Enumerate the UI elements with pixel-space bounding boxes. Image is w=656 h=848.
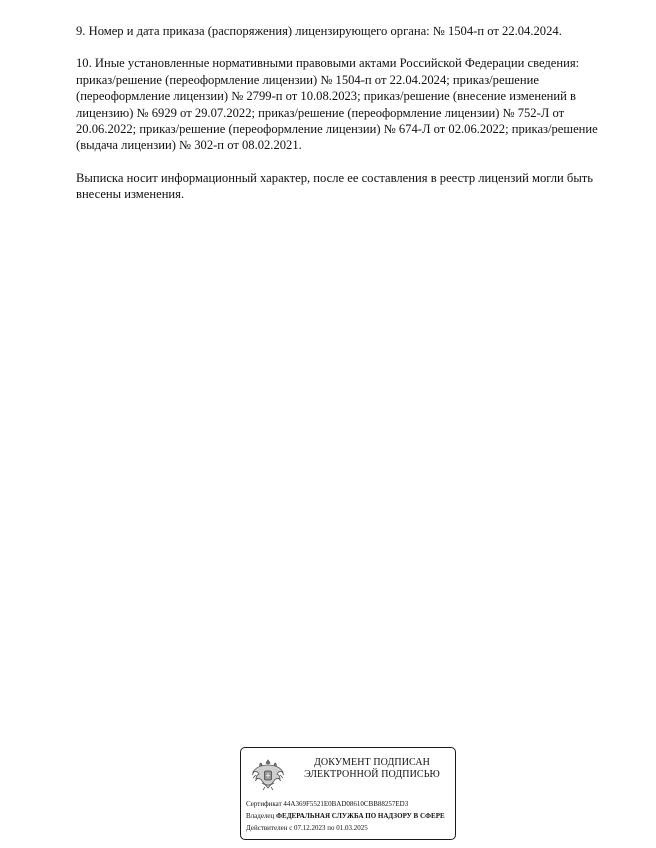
stamp-details <box>246 798 456 834</box>
certificate-row <box>246 798 456 810</box>
notice-line: Выписка носит информационный характер, после ее составления в реестр лицензий могли быть <box>76 170 594 185</box>
owner-row <box>246 810 456 822</box>
validity-text: Действителен с 07.12.2023 по 01.03.2025 <box>246 824 368 832</box>
coat-of-arms-icon <box>248 754 288 794</box>
owner-label: Владелец <box>246 812 275 820</box>
item-10-line: приказ/решение (переоформление лицензии) № 1504-п от 22.04.2024; приказ/решение <box>76 72 539 87</box>
document-body <box>76 23 636 219</box>
owner-value: ФЕДЕРАЛЬНАЯ СЛУЖБА ПО НАДЗОРУ В СФЕРЕ <box>276 812 445 820</box>
item-10-line: 20.06.2022; приказ/решение (переоформление лицензии) № 674-Л от 02.06.2022; приказ/решение <box>76 122 598 137</box>
notice-paragraph <box>76 170 636 203</box>
stamp-title-line: ЭЛЕКТРОННОЙ ПОДПИСЬЮ <box>304 769 440 780</box>
notice-line: внесены изменения. <box>76 187 185 202</box>
item-9-line: 9. Номер и дата приказа (распоряжения) лицензирующего органа: № 1504-п от 22.04.2024. <box>76 24 562 38</box>
item-10-line: лицензию) № 6929 от 29.07.2022; приказ/решение (переоформление лицензии) № 752-Л от <box>76 105 565 120</box>
item-10-line: (переоформление лицензии) № 2799-п от 10.08.2023; приказ/решение (внесение изменений в <box>76 89 576 104</box>
stamp-title-line: ДОКУМЕНТ ПОДПИСАН <box>314 757 430 768</box>
certificate-label: Сертификат <box>246 800 282 808</box>
stamp-title <box>297 757 447 781</box>
item-10-paragraph <box>76 55 636 153</box>
item-10-line: (выдача лицензии) № 302-п от 08.02.2021. <box>76 138 302 153</box>
certificate-value: 44A369F5521E0BAD08610CBB88257ED3 <box>283 800 409 808</box>
item-9-paragraph <box>76 23 636 39</box>
electronic-signature-stamp <box>240 747 456 840</box>
validity-row <box>246 822 456 834</box>
item-10-line: 10. Иные установленные нормативными правовыми актами Российской Федерации сведения: <box>76 56 580 71</box>
